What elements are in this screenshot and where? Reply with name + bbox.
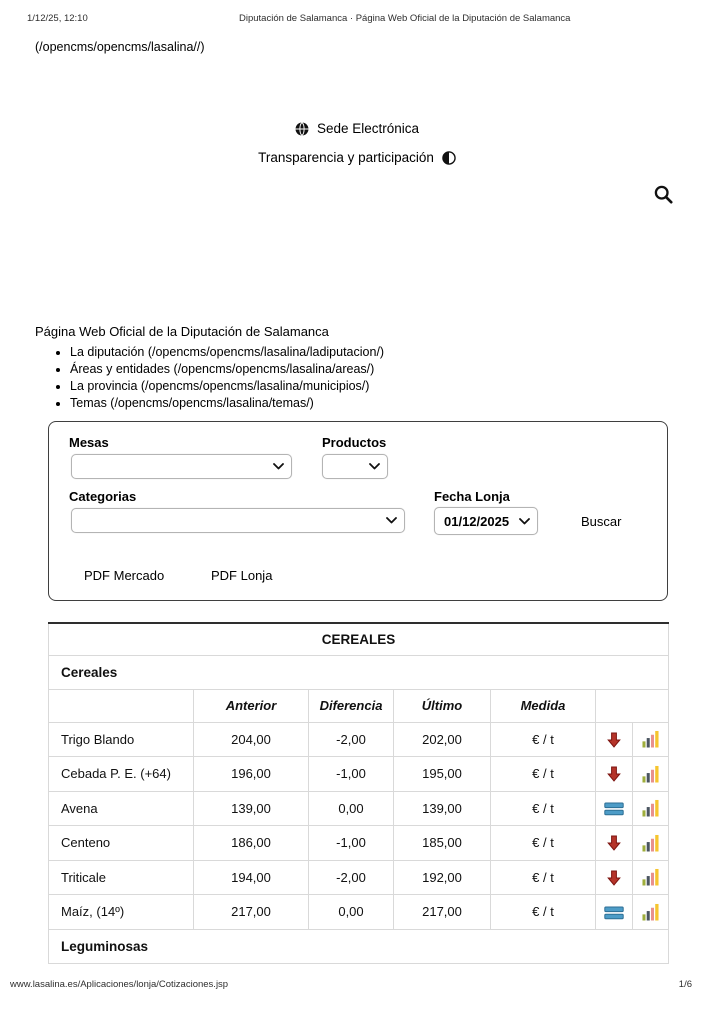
column-header-medida: Medida	[491, 689, 596, 722]
diferencia-value: -1,00	[309, 826, 394, 861]
bar-chart-icon[interactable]	[633, 722, 669, 757]
search-icon[interactable]	[653, 184, 675, 206]
site-title: Página Web Oficial de la Diputación de Salamanca	[35, 324, 329, 339]
medida-value: € / t	[491, 895, 596, 930]
chevron-down-icon	[382, 517, 397, 524]
ultimo-value: 185,00	[394, 826, 491, 861]
diferencia-value: -1,00	[309, 757, 394, 792]
bar-chart-icon[interactable]	[633, 860, 669, 895]
categorias-label: Categorias	[69, 489, 137, 504]
home-link-url[interactable]: (/opencms/opencms/lasalina//)	[35, 40, 205, 54]
diferencia-value: 0,00	[309, 895, 394, 930]
diferencia-value: -2,00	[309, 722, 394, 757]
chevron-down-icon	[515, 518, 530, 525]
trend-down-icon	[596, 722, 633, 757]
trend-down-icon	[596, 757, 633, 792]
transparencia-link[interactable]	[0, 150, 714, 165]
product-name: Trigo Blando	[49, 722, 194, 757]
fecha-lonja-value: 01/12/2025	[444, 513, 510, 529]
medida-value: € / t	[491, 826, 596, 861]
anterior-value: 204,00	[194, 722, 309, 757]
print-title: Diputación de Salamanca · Página Web Oficial de la Diputación de Salamanca	[239, 13, 571, 24]
column-header-diferencia: Diferencia	[309, 689, 394, 722]
table-row	[49, 860, 669, 895]
ultimo-value: 202,00	[394, 722, 491, 757]
column-header-anterior: Anterior	[194, 689, 309, 722]
trend-down-icon	[596, 860, 633, 895]
cereales-prices-table	[48, 622, 669, 964]
sede-electronica-label: Sede Electrónica	[316, 121, 420, 136]
bar-chart-icon[interactable]	[633, 757, 669, 792]
productos-select[interactable]	[322, 454, 388, 479]
medida-value: € / t	[491, 860, 596, 895]
table-row	[49, 791, 669, 826]
table-row	[49, 895, 669, 930]
pdf-mercado-link[interactable]: PDF Mercado	[84, 568, 165, 583]
nav-item-la-provincia[interactable]: • La provincia (/opencms/opencms/lasalina/municipios/)	[70, 378, 384, 395]
mesas-select[interactable]	[71, 454, 292, 479]
anterior-value: 217,00	[194, 895, 309, 930]
anterior-value: 186,00	[194, 826, 309, 861]
diferencia-value: -2,00	[309, 860, 394, 895]
diferencia-value: 0,00	[309, 791, 394, 826]
bar-chart-icon[interactable]	[633, 895, 669, 930]
nav-item-la-diputacion[interactable]: • La diputación (/opencms/opencms/lasalina/ladiputacion/)	[70, 344, 384, 361]
transparencia-label: Transparencia y participación	[258, 150, 434, 165]
anterior-value: 194,00	[194, 860, 309, 895]
trend-down-icon	[596, 826, 633, 861]
anterior-value: 139,00	[194, 791, 309, 826]
categorias-select[interactable]	[71, 508, 405, 533]
section-header-leguminosas: Leguminosas	[49, 929, 669, 963]
product-name: Cebada P. E. (+64)	[49, 757, 194, 792]
site-nav-list	[52, 344, 384, 412]
medida-value: € / t	[491, 722, 596, 757]
ultimo-value: 195,00	[394, 757, 491, 792]
ultimo-value: 217,00	[394, 895, 491, 930]
product-name: Avena	[49, 791, 194, 826]
print-footer-url: www.lasalina.es/Aplicaciones/lonja/Cotizaciones.jsp	[10, 979, 229, 990]
productos-label: Productos	[322, 435, 387, 450]
medida-value: € / t	[491, 757, 596, 792]
column-header-trend	[596, 689, 669, 722]
lonja-filter-form	[48, 421, 668, 601]
table-title: CEREALES	[49, 623, 669, 655]
print-footer-page: 1/6	[678, 979, 692, 990]
ultimo-value: 192,00	[394, 860, 491, 895]
section-header-cereales: Cereales	[49, 655, 669, 689]
table-row	[49, 722, 669, 757]
medida-value: € / t	[491, 791, 596, 826]
nav-item-temas[interactable]: • Temas (/opencms/opencms/lasalina/temas/)	[70, 395, 384, 412]
column-header-product	[49, 689, 194, 722]
product-name: Centeno	[49, 826, 194, 861]
fecha-lonja-label: Fecha Lonja	[434, 489, 510, 504]
mesas-label: Mesas	[69, 435, 109, 450]
bar-chart-icon[interactable]	[633, 826, 669, 861]
chevron-down-icon	[365, 463, 380, 470]
column-header-ultimo: Último	[394, 689, 491, 722]
print-datetime: 1/12/25, 12:10	[27, 13, 88, 24]
trend-equal-icon	[596, 895, 633, 930]
ultimo-value: 139,00	[394, 791, 491, 826]
contrast-half-circle-icon	[442, 151, 456, 165]
trend-equal-icon	[596, 791, 633, 826]
anterior-value: 196,00	[194, 757, 309, 792]
chevron-down-icon	[269, 463, 284, 470]
nav-item-areas-entidades[interactable]: • Áreas y entidades (/opencms/opencms/lasalina/areas/)	[70, 361, 384, 378]
globe-icon	[295, 122, 309, 136]
table-row	[49, 757, 669, 792]
product-name: Triticale	[49, 860, 194, 895]
table-row	[49, 826, 669, 861]
product-name: Maíz, (14º)	[49, 895, 194, 930]
bar-chart-icon[interactable]	[633, 791, 669, 826]
buscar-button[interactable]: Buscar	[581, 514, 622, 529]
fecha-lonja-select[interactable]	[434, 507, 538, 535]
sede-electronica-link[interactable]	[0, 121, 714, 136]
pdf-lonja-link[interactable]: PDF Lonja	[211, 568, 273, 583]
